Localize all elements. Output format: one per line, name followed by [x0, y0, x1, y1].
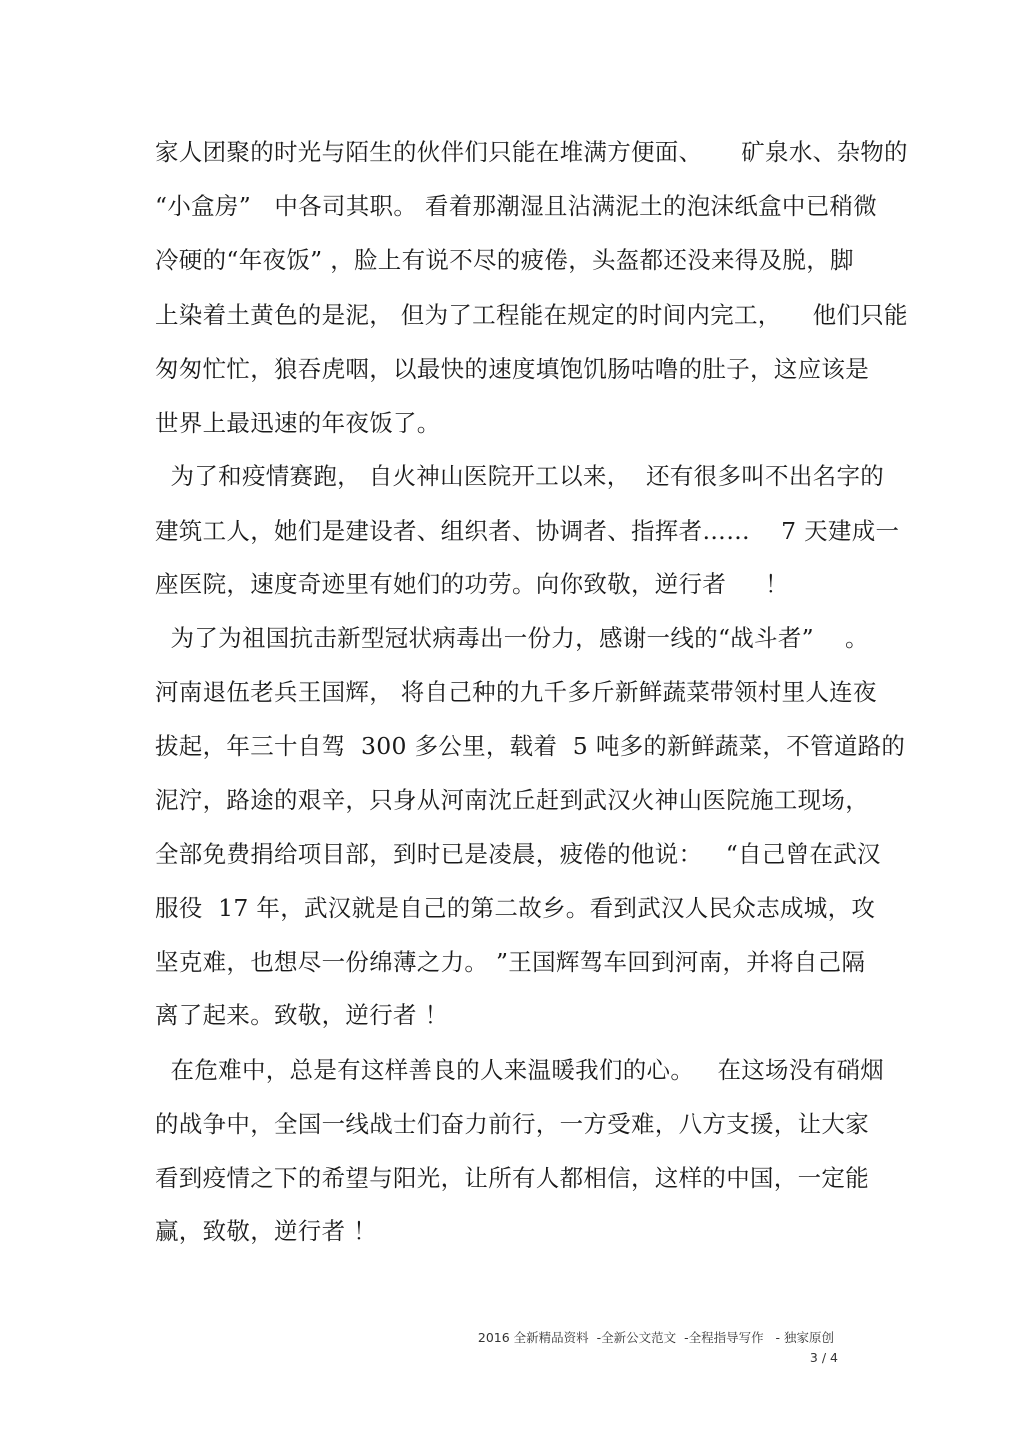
text-line: 全部免费捐给项目部，到时已是凌晨，疲倦的他说： “自己曾在武汉 [155, 840, 881, 868]
text-line: 建筑工人，她们是建设者、组织者、协调者、指挥者…… 7 天建成一 [155, 517, 900, 545]
text-line: 看到疫情之下的希望与阳光，让所有人都相信，这样的中国，一定能 [155, 1164, 869, 1192]
text-line: 为了和疫情赛跑， 自火神山医院开工以来， 还有很多叫不出名字的 [155, 462, 885, 490]
text-line: 匆匆忙忙，狼吞虎咽，以最快的速度填饱饥肠咕噜的肚子，这应该是 [155, 355, 869, 383]
text-line: 拔起，年三十自驾 300 多公里，载着 5 吨多的新鲜蔬菜，不管道路的 [155, 732, 906, 760]
page-number: 3 / 4 [809, 1350, 838, 1365]
text-line: 服役 17 年，武汉就是自己的第二故乡。看到武汉人民众志成城，攻 [155, 894, 876, 922]
text-line: 离了起来。致敬，逆行者 ！ [155, 1001, 449, 1029]
text-line: 的战争中，全国一线战士们奋力前行，一方受难，八方支援，让大家 [155, 1110, 869, 1138]
text-line: 世界上最迅速的年夜饭了。 [155, 409, 441, 437]
text-line: 在危难中，总是有这样善良的人来温暖我们的心。 在这场没有硝烟 [155, 1056, 885, 1084]
footer-caption: 2016 全新精品资料 -全新公文范文 -全程指导写作 - 独家原创 [477, 1330, 834, 1345]
text-line: 河南退伍老兵王国辉， 将自己种的九千多斤新鲜蔬菜带领村里人连夜 [155, 678, 877, 706]
text-line: 座医院，速度奇迹里有她们的功劳。向你致敬，逆行者 ！ [155, 570, 789, 598]
text-line: 泥泞，路途的艰辛，只身从河南沈丘赶到武汉火神山医院施工现场， [155, 786, 869, 814]
text-line: 家人团聚的时光与陌生的伙伴们只能在堆满方便面、 矿泉水、杂物的 [155, 138, 908, 166]
text-line: 赢，致敬，逆行者 ！ [155, 1217, 377, 1245]
text-line: 为了为祖国抗击新型冠状病毒出一份力，感谢一线的“战斗者” 。 [155, 624, 869, 652]
text-line: “小盒房” 中各司其职。 看着那潮湿且沾满泥土的泡沫纸盒中已稍微 [155, 192, 878, 220]
text-line: 上染着土黄色的是泥， 但为了工程能在规定的时间内完工， 他们只能 [155, 301, 908, 329]
text-line: 坚克难，也想尽一份绵薄之力。 ”王国辉驾车回到河南，并将自己隔 [155, 948, 866, 976]
text-line: 冷硬的“年夜饭” ，脸上有说不尽的疲倦，头盔都还没来得及脱，脚 [155, 246, 854, 274]
